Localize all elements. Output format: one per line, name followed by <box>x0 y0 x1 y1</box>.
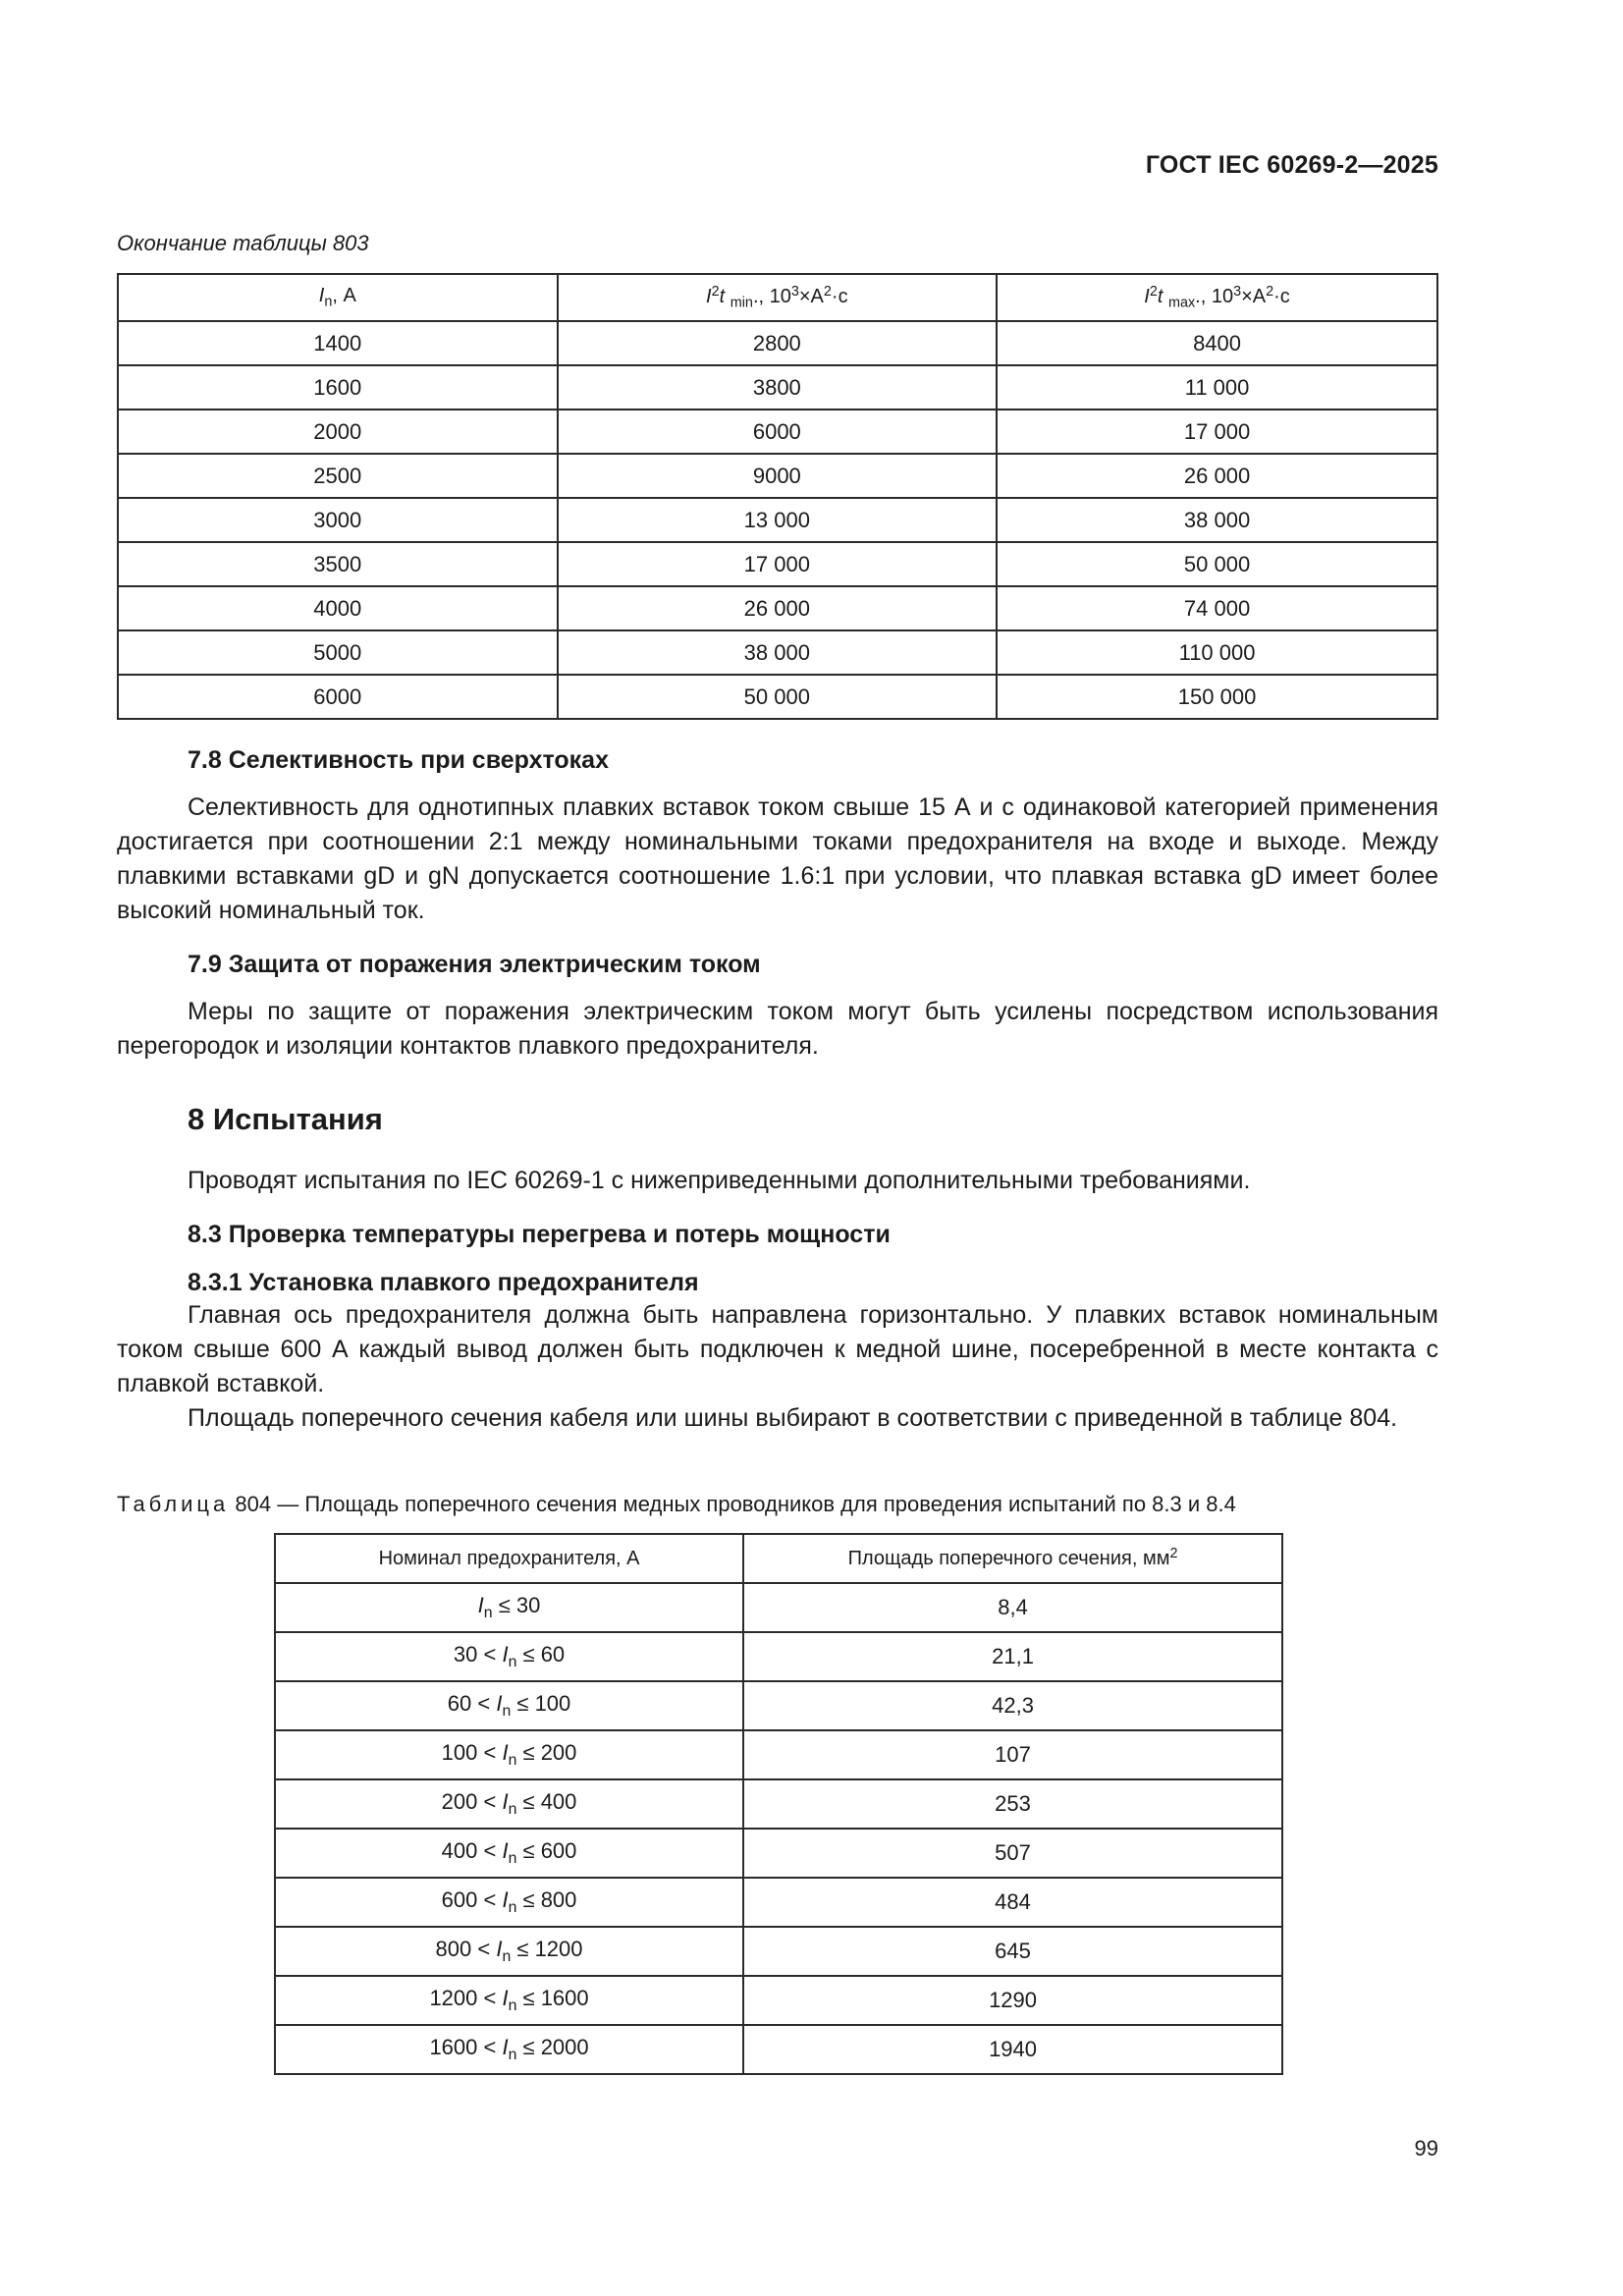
table-row <box>118 365 1437 410</box>
cell-rated-current: 1400 <box>118 321 558 365</box>
table-row <box>118 586 1437 630</box>
cell-fuse-rating-range: $I_n \le 30$ <box>275 1583 743 1632</box>
cell-i2t-max: 74 000 <box>997 586 1437 630</box>
heading-8-3: 8.3 Проверка температуры перегрева и потерь мощности <box>188 1221 891 1248</box>
cell-fuse-rating-range: $30 < I_n \le 60$ <box>275 1632 743 1681</box>
cell-fuse-rating-range: $200 < I_n \le 400$ <box>275 1779 743 1829</box>
table-row <box>275 1730 1282 1779</box>
cell-cross-section-value: 484 <box>743 1878 1282 1927</box>
table-row <box>275 1681 1282 1730</box>
cell-fuse-rating-range: $60 < I_n \le 100$ <box>275 1681 743 1730</box>
cell-cross-section-value: 107 <box>743 1730 1282 1779</box>
cell-i2t-min: 13 000 <box>558 498 998 542</box>
cell-cross-section-value: 8,4 <box>743 1583 1282 1632</box>
table-row <box>275 1878 1282 1927</box>
cell-i2t-max: 110 000 <box>997 630 1437 675</box>
column-header-rated-current: $I_n$, А <box>118 274 558 321</box>
table-row <box>118 630 1437 675</box>
cell-cross-section-value: 42,3 <box>743 1681 1282 1730</box>
table-row <box>275 1829 1282 1878</box>
cell-fuse-rating-range: $600 < I_n \le 800$ <box>275 1878 743 1927</box>
cell-i2t-min: 9000 <box>558 454 998 498</box>
cell-i2t-max: 150 000 <box>997 675 1437 719</box>
column-header-i2t-min: $I^2t$ $_{min}$., $10^3\times А^2\cdot с$ <box>558 274 998 321</box>
table-804-caption-label: Таблица <box>117 1492 230 1516</box>
cell-rated-current: 2000 <box>118 410 558 454</box>
cell-i2t-max: 38 000 <box>997 498 1437 542</box>
cell-rated-current: 4000 <box>118 586 558 630</box>
cell-i2t-min: 26 000 <box>558 586 998 630</box>
page-number: 99 <box>1414 2136 1438 2160</box>
heading-8-3-1: 8.3.1 Установка плавкого предохранителя <box>188 1269 699 1296</box>
cell-i2t-min: 50 000 <box>558 675 998 719</box>
cell-rated-current: 2500 <box>118 454 558 498</box>
paragraph-8: Проводят испытания по IEC 60269-1 с нижеприведенными дополнительными требованиями. <box>188 1167 1251 1194</box>
table-804-caption <box>117 1492 1236 1517</box>
cell-i2t-max: 11 000 <box>997 365 1437 410</box>
table-803-continuation-caption: Окончание таблицы 803 <box>117 231 369 255</box>
table-804 <box>274 1533 1283 2075</box>
table-803 <box>117 273 1438 720</box>
table-row <box>118 498 1437 542</box>
cell-i2t-min: 17 000 <box>558 542 998 586</box>
cell-i2t-min: 2800 <box>558 321 998 365</box>
column-header-fuse-rating: Номинал предохранителя, А <box>275 1534 743 1583</box>
cell-fuse-rating-range: $800 < I_n \le 1200$ <box>275 1927 743 1976</box>
table-row <box>118 410 1437 454</box>
column-header-cross-section: Площадь поперечного сечения, $мм^2$ <box>743 1534 1282 1583</box>
cell-rated-current: 3000 <box>118 498 558 542</box>
cell-rated-current: 6000 <box>118 675 558 719</box>
cell-cross-section-value: 645 <box>743 1927 1282 1976</box>
paragraph-7-8: Селективность для однотипных плавких вставок током свыше 15 А и с одинаковой категорией применения достигается при соотношении 2:1 между номинальными токами предохранителя на входе и выходе. Между плавкими вставками gD и gN допускается соотношение 1.6:1 при условии, что плавкая вставка gD имеет более высокий номинальный ток. <box>117 793 1438 924</box>
cell-i2t-min: 38 000 <box>558 630 998 675</box>
cell-i2t-max: 26 000 <box>997 454 1437 498</box>
cell-i2t-max: 17 000 <box>997 410 1437 454</box>
cell-fuse-rating-range: $1200 < I_n \le 1600$ <box>275 1976 743 2025</box>
table-row <box>118 675 1437 719</box>
table-row <box>275 2025 1282 2074</box>
heading-8: 8 Испытания <box>188 1102 383 1136</box>
cell-fuse-rating-range: $1600 < I_n \le 2000$ <box>275 2025 743 2074</box>
cell-i2t-min: 3800 <box>558 365 998 410</box>
table-row <box>118 454 1437 498</box>
cell-rated-current: 3500 <box>118 542 558 586</box>
table-row <box>275 1632 1282 1681</box>
table-804-caption-text: 804 — Площадь поперечного сечения медных проводников для проведения испытаний по 8.3 и 8.4 <box>235 1492 1236 1516</box>
table-row <box>275 1583 1282 1632</box>
paragraph-8-3-1-main-axis: Главная ось предохранителя должна быть направлена горизонтально. У плавких вставок номинальным током свыше 600 А каждый вывод должен быть подключен к медной шине, посеребренной в месте контакта с плавкой вставкой. <box>117 1301 1438 1397</box>
cell-cross-section-value: 1940 <box>743 2025 1282 2074</box>
cell-rated-current: 5000 <box>118 630 558 675</box>
cell-i2t-max: 50 000 <box>997 542 1437 586</box>
cell-cross-section-value: 507 <box>743 1829 1282 1878</box>
heading-7-8: 7.8 Селективность при сверхтоках <box>188 746 609 774</box>
heading-7-9: 7.9 Защита от поражения электрическим током <box>188 951 761 978</box>
cell-i2t-max: 8400 <box>997 321 1437 365</box>
document-number: ГОСТ IEC 60269-2—2025 <box>1145 151 1438 179</box>
column-header-i2t-max: $I^2t$ $_{max}$., $10^3\times А^2\cdot с$ <box>997 274 1437 321</box>
table-header-row <box>118 274 1437 321</box>
paragraph-8-3-1-cross-section: Площадь поперечного сечения кабеля или шины выбирают в соответствии с приведенной в таблице 804. <box>188 1404 1398 1432</box>
cell-cross-section-value: 1290 <box>743 1976 1282 2025</box>
table-row <box>118 321 1437 365</box>
cell-rated-current: 1600 <box>118 365 558 410</box>
cell-i2t-min: 6000 <box>558 410 998 454</box>
table-row <box>275 1976 1282 2025</box>
table-header-row <box>275 1534 1282 1583</box>
cell-fuse-rating-range: $100 < I_n \le 200$ <box>275 1730 743 1779</box>
cell-cross-section-value: 21,1 <box>743 1632 1282 1681</box>
cell-fuse-rating-range: $400 < I_n \le 600$ <box>275 1829 743 1878</box>
table-row <box>275 1927 1282 1976</box>
table-row <box>275 1779 1282 1829</box>
paragraph-7-9: Меры по защите от поражения электрическим током могут быть усилены посредством использования перегородок и изоляции контактов плавкого предохранителя. <box>117 998 1438 1060</box>
cell-cross-section-value: 253 <box>743 1779 1282 1829</box>
table-row <box>118 542 1437 586</box>
